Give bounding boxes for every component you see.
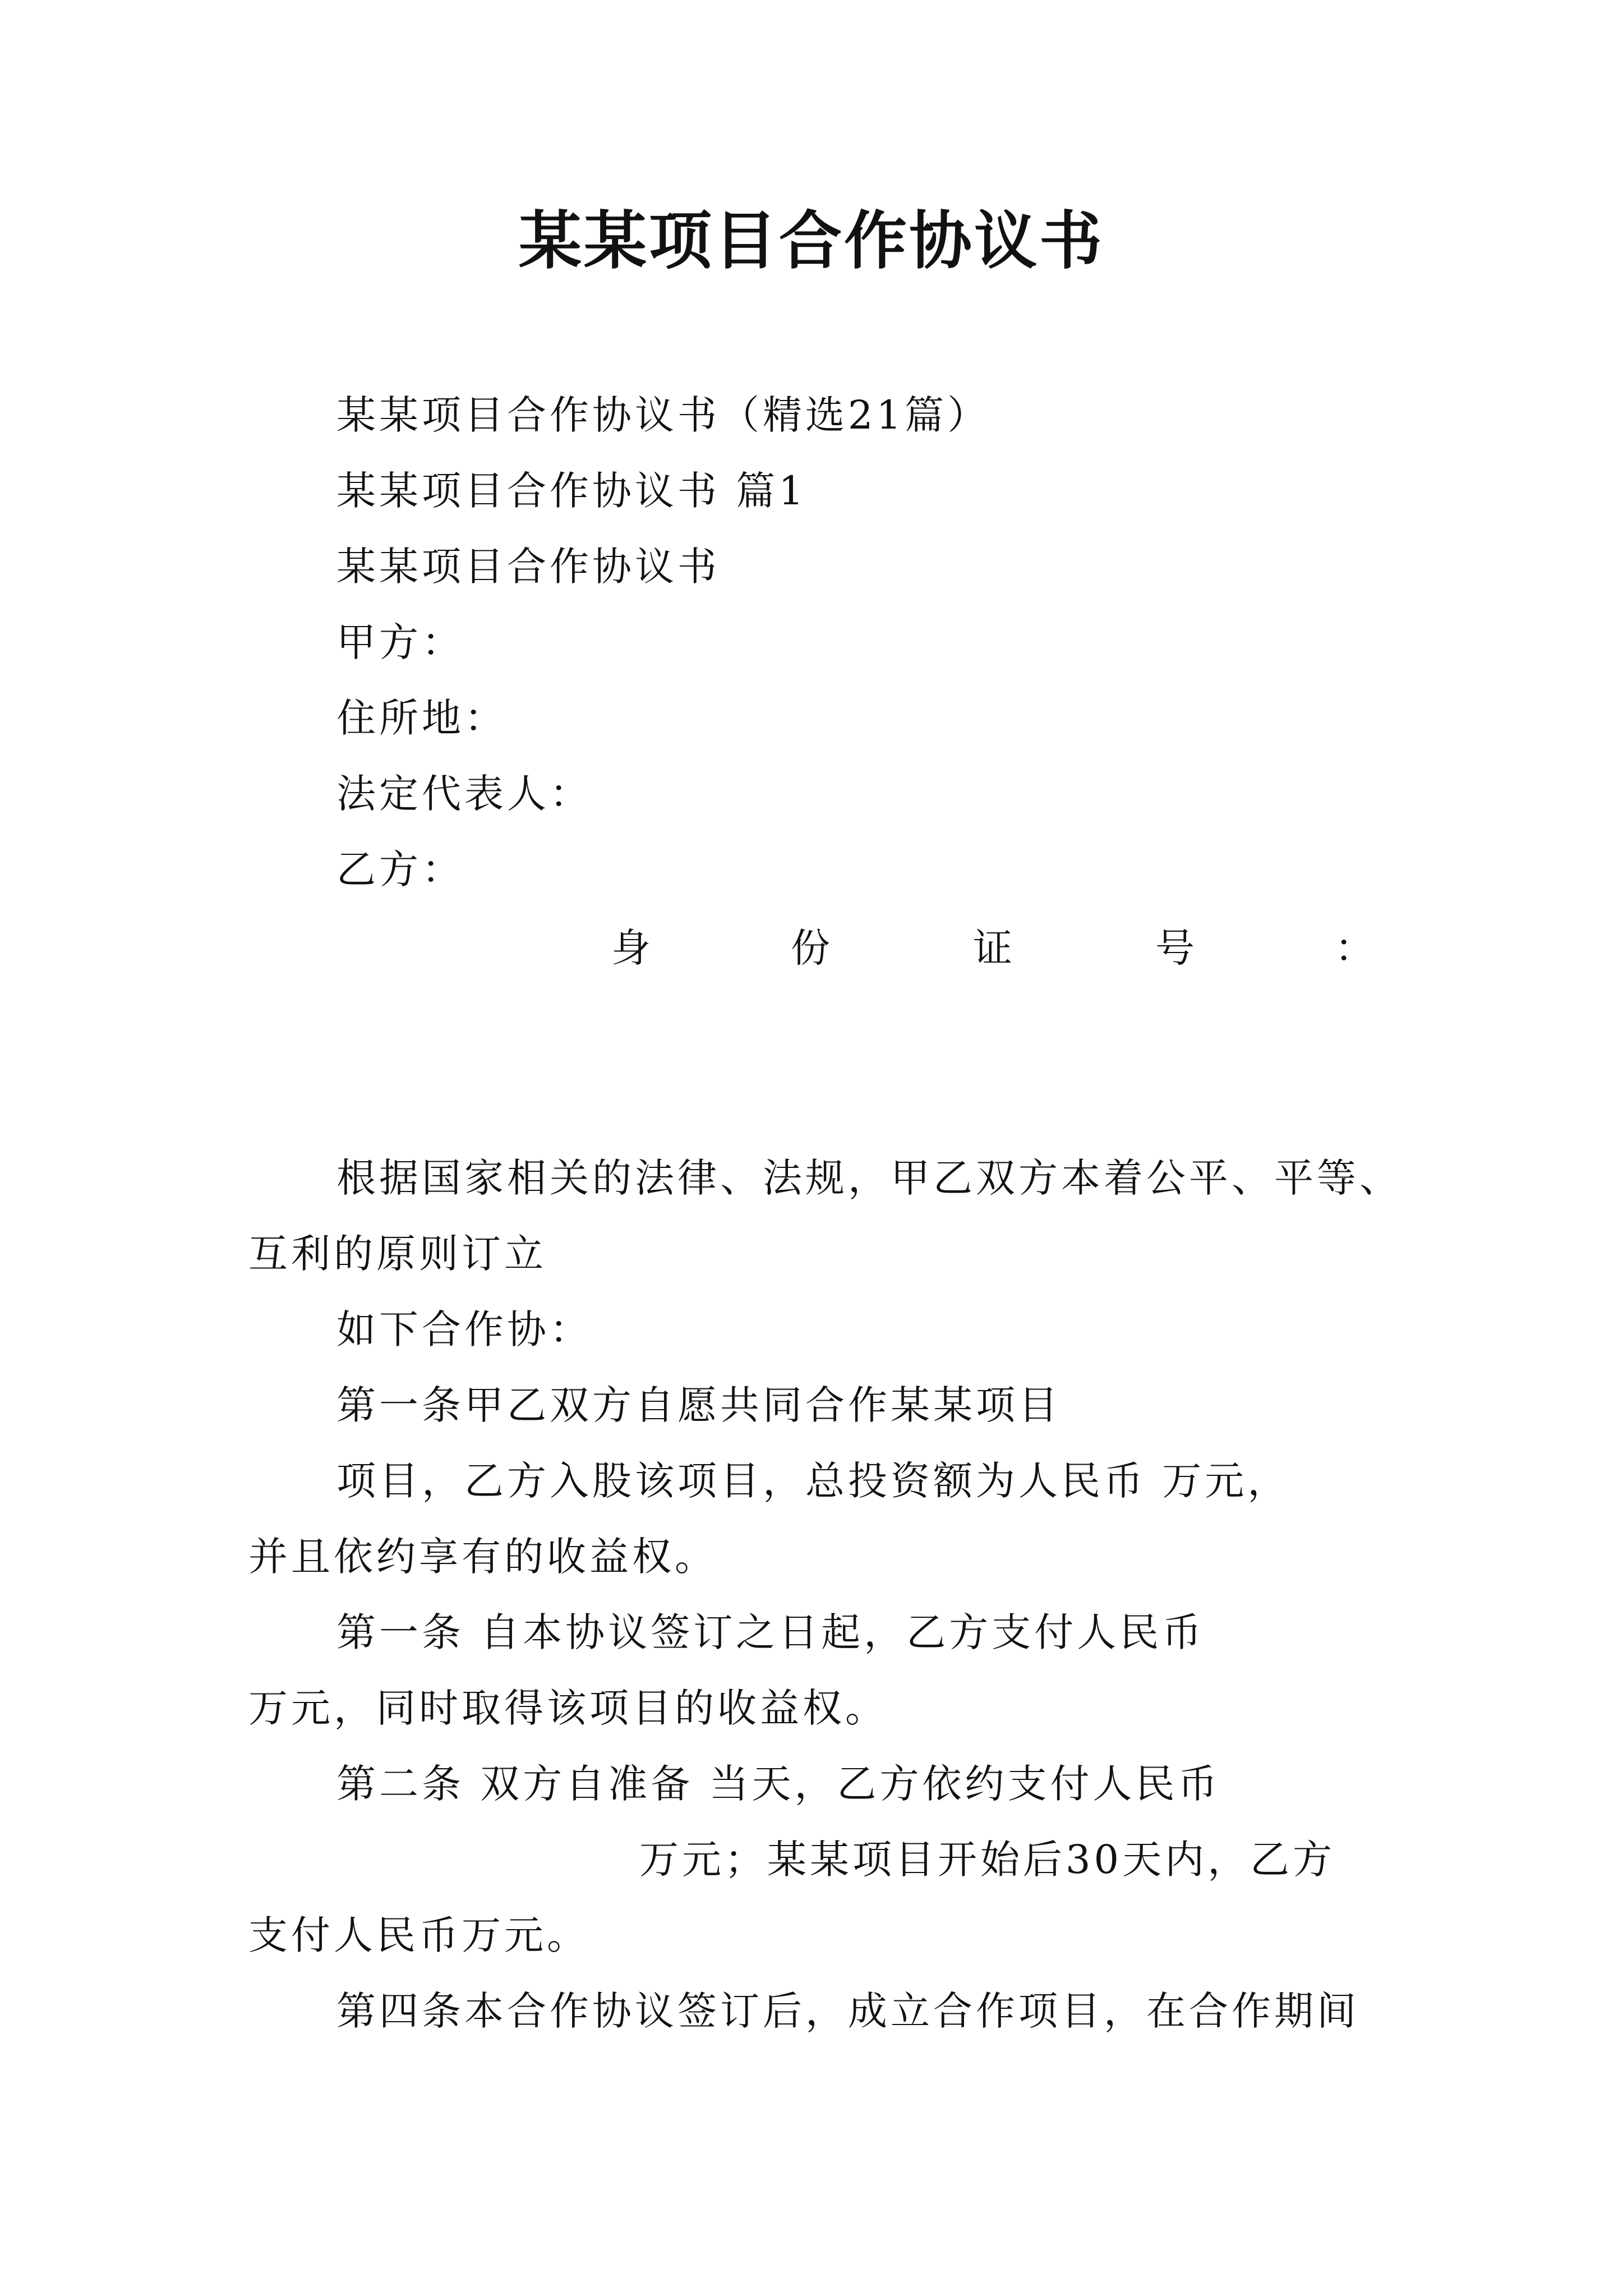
id-char: 份 [791, 925, 830, 971]
clause-line: 第二条 双方自准备 当天，乙方依约支付人民币 [336, 1761, 1221, 1807]
id-char: 证 [973, 925, 1012, 971]
chapter-heading: 某某项目合作协议书 篇1 [336, 468, 807, 514]
agreement-heading: 某某项目合作协议书 [336, 544, 720, 590]
subtitle-line: 某某项目合作协议书（精选21篇） [336, 392, 990, 438]
paragraph-line: 项目，乙方入股该项目，总投资额为人民币 万元， [336, 1458, 1290, 1504]
clause-line: 第一条甲乙双方自愿共同合作某某项目 [336, 1382, 1061, 1428]
clause-line: 第一条 自本协议签订之日起，乙方支付人民币 [336, 1609, 1205, 1655]
paragraph-line: 并且依约享有的收益权。 [248, 1534, 717, 1580]
paragraph-line: 万元，同时取得该项目的收益权。 [248, 1685, 888, 1731]
legal-rep-label: 法定代表人： [336, 771, 592, 817]
paragraph-line: 如下合作协： [336, 1306, 592, 1352]
paragraph-line: 支付人民币万元。 [248, 1912, 589, 1958]
address-label: 住所地： [336, 695, 507, 741]
id-char: 身 [611, 925, 651, 971]
paragraph-line: 万元；某某项目开始后30天内，乙方 [639, 1837, 1336, 1883]
clause-line: 第四条本合作协议签订后，成立合作项目，在合作期间 [336, 1988, 1359, 2034]
paragraph-line: 互利的原则订立 [248, 1231, 547, 1277]
id-char: ： [1335, 925, 1374, 971]
party-a-label: 甲方： [336, 619, 464, 665]
paragraph-line: 根据国家相关的法律、法规，甲乙双方本着公平、平等、 [336, 1155, 1402, 1201]
party-b-label: 乙方： [336, 846, 464, 892]
document-title: 某某项目合作协议书 [519, 204, 1104, 278]
id-char: 号 [1155, 925, 1195, 971]
